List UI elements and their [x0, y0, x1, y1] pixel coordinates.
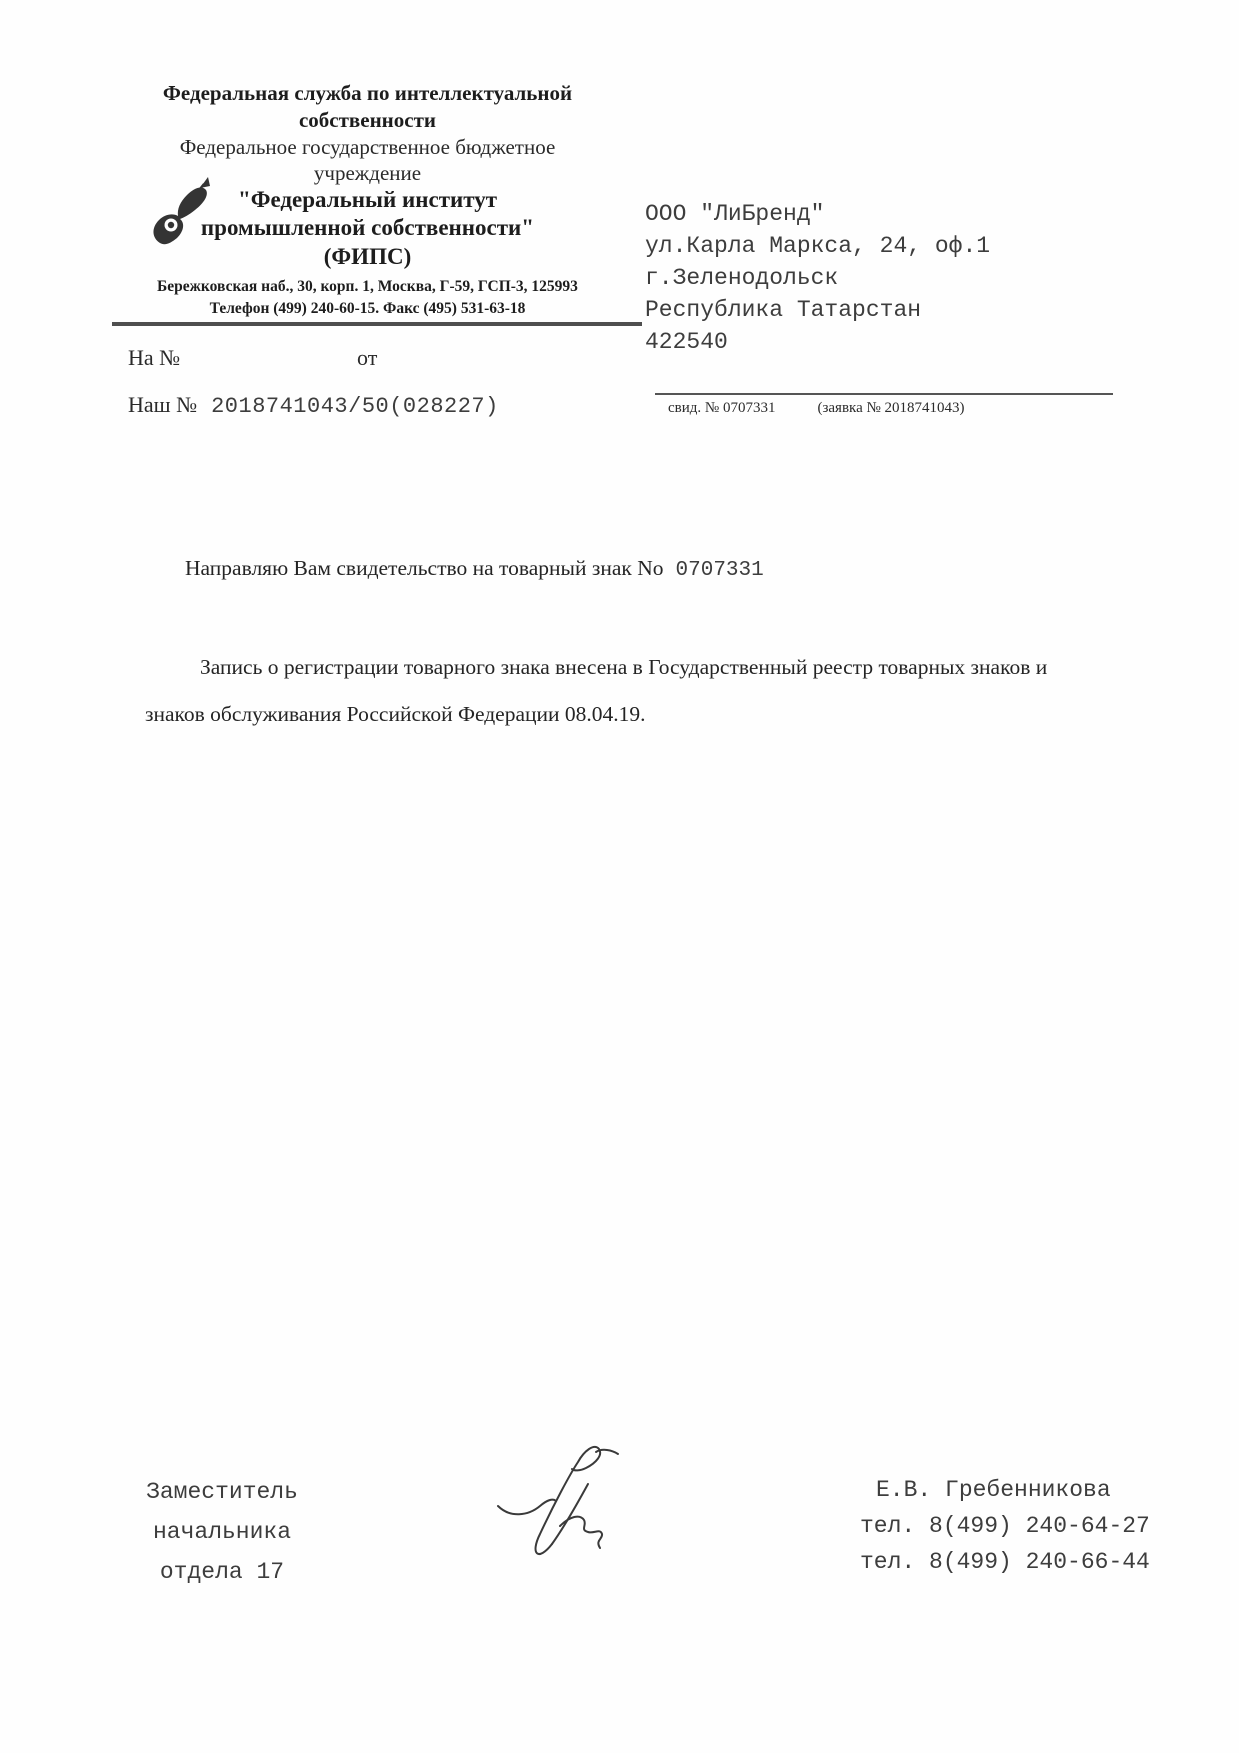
- certificate-divider: [655, 393, 1113, 395]
- recipient-line: Республика Татарстан: [645, 297, 922, 323]
- signer-contact: [860, 1472, 1150, 1580]
- signature-image: [492, 1440, 624, 1562]
- certificate-reference: [668, 400, 965, 417]
- org-type-line1: Федеральное государственное бюджетное: [179, 135, 556, 159]
- signer-phone-1: тел. 8(499) 240-64-27: [860, 1513, 1150, 1539]
- letterhead-address: Бережковская наб., 30, корп. 1, Москва, Г-59, ГСП-3, 125993: [157, 278, 578, 295]
- our-number-value: 2018741043/50(028227): [211, 394, 499, 419]
- recipient-line: ул.Карла Маркса, 24, оф.1: [645, 233, 991, 259]
- our-number-row: [128, 392, 499, 419]
- signer-position: [72, 1472, 372, 1592]
- application-number: (заявка № 2018741043): [817, 400, 965, 416]
- body-paragraph-1: [145, 556, 1125, 582]
- signer-name: Е.В. Гребенникова: [876, 1477, 1111, 1503]
- trademark-number: 0707331: [675, 559, 764, 582]
- recipient-line: ООО "ЛиБренд": [645, 201, 825, 227]
- institute-name-line2: промышленной собственности": [200, 215, 535, 240]
- signer-position-line1: Заместитель начальника: [146, 1479, 298, 1545]
- body-paragraph-2: Запись о регистрации товарного знака внесена в Государственный реестр товарных знаков и знаков обслуживания Российской Федерации 08.04.19.: [145, 655, 1048, 726]
- institute-abbr: (ФИПС): [323, 244, 412, 269]
- paragraph1-text: Направляю Вам свидетельство на товарный знак No: [185, 556, 664, 580]
- incoming-number-label: На №: [128, 345, 181, 370]
- letterhead-divider: [112, 322, 642, 326]
- institute-name-line1: "Федеральный институт: [237, 187, 498, 212]
- signer-phone-2: тел. 8(499) 240-66-44: [860, 1549, 1150, 1575]
- org-type-line2: учреждение: [313, 161, 422, 185]
- recipient-line: 422540: [645, 329, 728, 355]
- incoming-date-label: от: [357, 345, 378, 370]
- agency-name-line1: Федеральная служба по интеллектуальной: [162, 81, 573, 105]
- signer-position-line2: отдела 17: [159, 1559, 285, 1585]
- agency-name-line2: собственности: [298, 108, 437, 132]
- our-number-label: Наш №: [128, 392, 198, 417]
- letterhead-phone-fax: Телефон (499) 240-60-15. Факс (495) 531-63-18: [209, 300, 526, 317]
- recipient-line: г.Зеленодольск: [645, 265, 839, 291]
- recipient-address: [645, 198, 990, 358]
- letterhead: [85, 80, 650, 320]
- certificate-number: свид. № 0707331: [668, 400, 776, 416]
